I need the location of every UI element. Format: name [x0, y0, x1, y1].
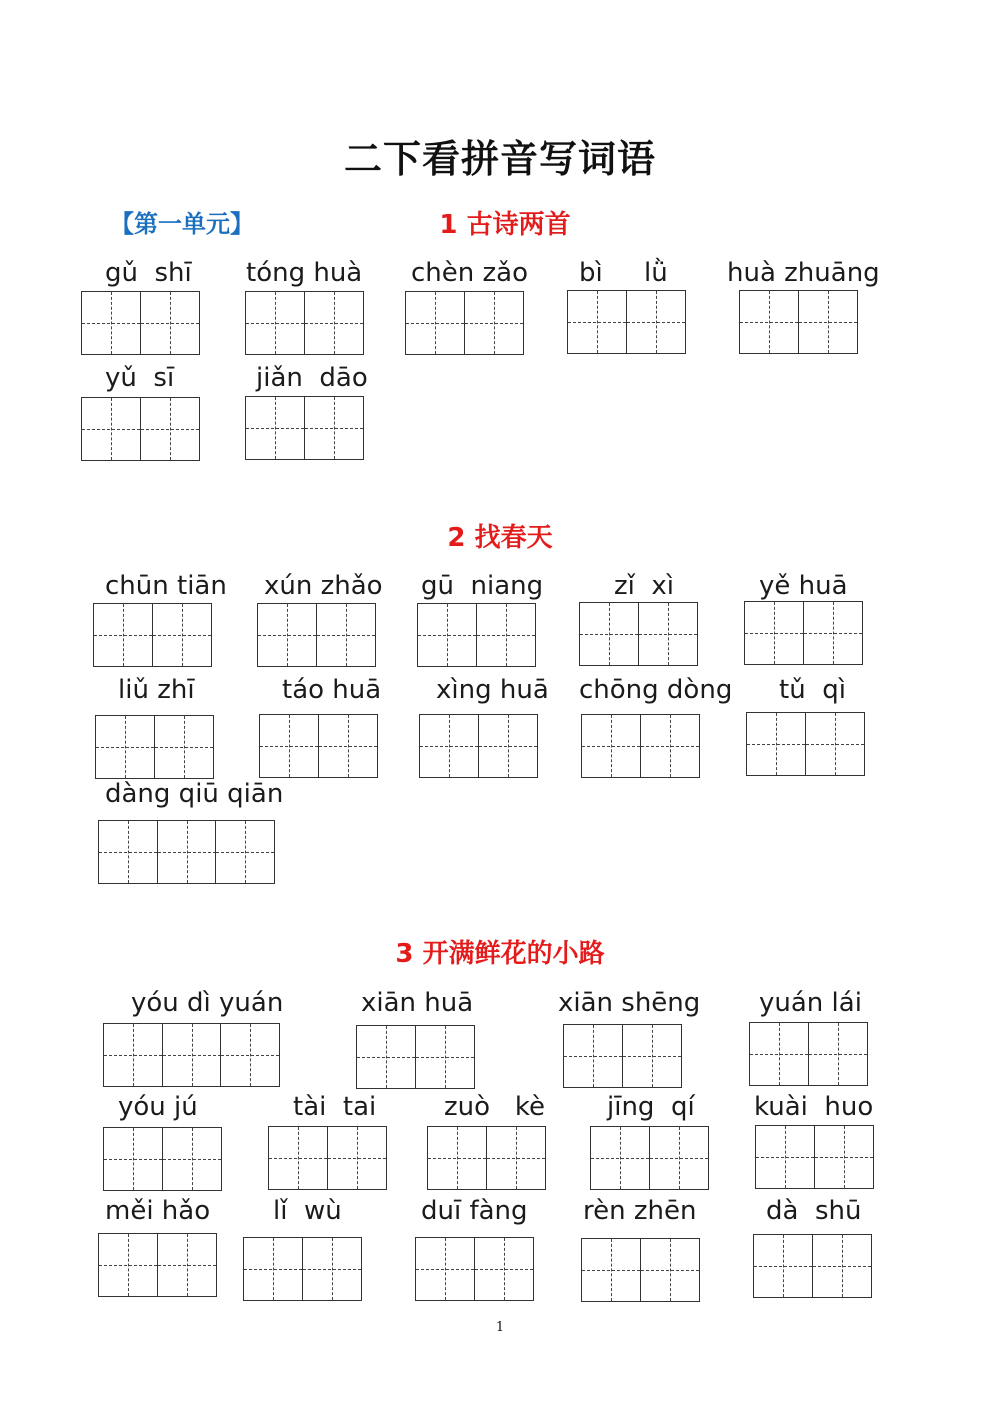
- tianzige-grid: [744, 601, 861, 665]
- writing-cell[interactable]: [626, 290, 686, 354]
- writing-cell[interactable]: [103, 1023, 163, 1087]
- tianzige-grid: [245, 396, 362, 460]
- tianzige-grid: [746, 712, 863, 776]
- tianzige-grid: [81, 397, 198, 461]
- writing-cell[interactable]: [590, 1126, 650, 1190]
- writing-cell[interactable]: [476, 603, 536, 667]
- writing-cell[interactable]: [567, 290, 627, 354]
- pinyin-label: bì lǜ: [579, 258, 668, 288]
- writing-cell[interactable]: [581, 1238, 641, 1302]
- lesson-2-heading: 2 找春天: [447, 523, 553, 553]
- writing-cell[interactable]: [812, 1234, 872, 1298]
- writing-cell[interactable]: [755, 1125, 815, 1189]
- tianzige-grid: [93, 603, 210, 667]
- writing-cell[interactable]: [739, 290, 799, 354]
- tianzige-grid: [755, 1125, 872, 1189]
- writing-cell[interactable]: [98, 1233, 158, 1297]
- tianzige-grid: [427, 1126, 544, 1190]
- pinyin-label: yǔ sī: [105, 363, 175, 393]
- pinyin-label: dàng qiū qiān: [105, 779, 284, 809]
- writing-cell[interactable]: [259, 714, 319, 778]
- tianzige-grid: [405, 291, 522, 355]
- writing-cell[interactable]: [98, 820, 158, 884]
- pinyin-label: táo huā: [282, 675, 382, 705]
- pinyin-label: zuò kè: [444, 1092, 545, 1122]
- writing-cell[interactable]: [245, 396, 305, 460]
- writing-cell[interactable]: [95, 715, 155, 779]
- writing-cell[interactable]: [327, 1126, 387, 1190]
- writing-cell[interactable]: [245, 291, 305, 355]
- tianzige-grid: [419, 714, 536, 778]
- writing-cell[interactable]: [474, 1237, 534, 1301]
- tianzige-grid: [563, 1024, 680, 1088]
- writing-cell[interactable]: [157, 820, 217, 884]
- writing-cell[interactable]: [638, 602, 698, 666]
- writing-cell[interactable]: [81, 291, 141, 355]
- writing-cell[interactable]: [486, 1126, 546, 1190]
- pinyin-label: yě huā: [759, 571, 848, 601]
- writing-cell[interactable]: [417, 603, 477, 667]
- writing-cell[interactable]: [81, 397, 141, 461]
- writing-cell[interactable]: [220, 1023, 280, 1087]
- tianzige-grid: [749, 1022, 866, 1086]
- pinyin-label: xiān huā: [361, 988, 474, 1018]
- writing-cell[interactable]: [478, 714, 538, 778]
- writing-cell[interactable]: [464, 291, 524, 355]
- writing-cell[interactable]: [243, 1237, 303, 1301]
- writing-cell[interactable]: [157, 1233, 217, 1297]
- writing-cell[interactable]: [152, 603, 212, 667]
- pinyin-label: jīng qí: [607, 1092, 695, 1122]
- tianzige-grid: [103, 1127, 220, 1191]
- writing-cell[interactable]: [318, 714, 378, 778]
- pinyin-label: kuài huo: [754, 1092, 874, 1122]
- tianzige-grid: [581, 714, 698, 778]
- writing-cell[interactable]: [744, 601, 804, 665]
- writing-cell[interactable]: [356, 1025, 416, 1089]
- writing-cell[interactable]: [304, 291, 364, 355]
- unit-label: 【第一单元】: [110, 210, 254, 238]
- tianzige-grid: [268, 1126, 385, 1190]
- writing-cell[interactable]: [304, 396, 364, 460]
- page-number: 1: [495, 1320, 505, 1335]
- writing-cell[interactable]: [803, 601, 863, 665]
- tianzige-grid: [103, 1023, 279, 1087]
- tianzige-grid: [98, 820, 274, 884]
- tianzige-grid: [259, 714, 376, 778]
- writing-cell[interactable]: [640, 714, 700, 778]
- pinyin-label: duī fàng: [421, 1196, 528, 1226]
- tianzige-grid: [243, 1237, 360, 1301]
- writing-cell[interactable]: [415, 1237, 475, 1301]
- pinyin-label: tài tai: [293, 1092, 377, 1122]
- pinyin-label: měi hǎo: [105, 1196, 211, 1226]
- writing-cell[interactable]: [805, 712, 865, 776]
- page-title: 二下看拼音写词语: [343, 137, 656, 181]
- pinyin-label: yóu jú: [118, 1092, 198, 1122]
- writing-cell[interactable]: [162, 1023, 222, 1087]
- writing-cell[interactable]: [268, 1126, 328, 1190]
- writing-cell[interactable]: [814, 1125, 874, 1189]
- pinyin-label: chūn tiān: [105, 571, 227, 601]
- writing-cell[interactable]: [808, 1022, 868, 1086]
- tianzige-grid: [417, 603, 534, 667]
- writing-cell[interactable]: [753, 1234, 813, 1298]
- pinyin-label: xìng huā: [436, 675, 549, 705]
- writing-cell[interactable]: [579, 602, 639, 666]
- writing-cell[interactable]: [622, 1024, 682, 1088]
- pinyin-label: xún zhǎo: [264, 571, 383, 601]
- pinyin-label: jiǎn dāo: [256, 363, 368, 393]
- pinyin-label: yóu dì yuán: [131, 988, 284, 1018]
- writing-cell[interactable]: [427, 1126, 487, 1190]
- pinyin-label: chèn zǎo: [411, 258, 528, 288]
- tianzige-grid: [415, 1237, 532, 1301]
- pinyin-label: rèn zhēn: [583, 1196, 697, 1226]
- pinyin-label: yuán lái: [759, 988, 862, 1018]
- writing-cell[interactable]: [649, 1126, 709, 1190]
- lesson-3-heading: 3 开满鲜花的小路: [395, 939, 605, 969]
- tianzige-grid: [81, 291, 198, 355]
- pinyin-label: zǐ xì: [614, 571, 675, 601]
- writing-cell[interactable]: [746, 712, 806, 776]
- writing-cell[interactable]: [749, 1022, 809, 1086]
- tianzige-grid: [356, 1025, 473, 1089]
- tianzige-grid: [590, 1126, 707, 1190]
- tianzige-grid: [95, 715, 212, 779]
- tianzige-grid: [257, 603, 374, 667]
- pinyin-label: dà shū: [766, 1196, 862, 1226]
- pinyin-label: lǐ wù: [273, 1196, 342, 1226]
- tianzige-grid: [739, 290, 856, 354]
- pinyin-label: gū niang: [421, 571, 544, 601]
- writing-cell[interactable]: [415, 1025, 475, 1089]
- pinyin-label: tǔ qì: [779, 675, 846, 705]
- writing-cell[interactable]: [257, 603, 317, 667]
- writing-cell[interactable]: [405, 291, 465, 355]
- writing-cell[interactable]: [140, 397, 200, 461]
- writing-cell[interactable]: [316, 603, 376, 667]
- tianzige-grid: [581, 1238, 698, 1302]
- pinyin-label: chōng dòng: [579, 675, 733, 705]
- writing-cell[interactable]: [640, 1238, 700, 1302]
- writing-cell[interactable]: [215, 820, 275, 884]
- pinyin-label: huà zhuāng: [727, 258, 880, 288]
- tianzige-grid: [245, 291, 362, 355]
- tianzige-grid: [98, 1233, 215, 1297]
- writing-cell[interactable]: [302, 1237, 362, 1301]
- writing-cell[interactable]: [162, 1127, 222, 1191]
- pinyin-label: tóng huà: [246, 258, 363, 288]
- writing-cell[interactable]: [103, 1127, 163, 1191]
- writing-cell[interactable]: [798, 290, 858, 354]
- pinyin-label: xiān shēng: [558, 988, 701, 1018]
- pinyin-label: liǔ zhī: [118, 675, 195, 705]
- lesson-1-heading: 1 古诗两首: [439, 210, 571, 240]
- writing-cell[interactable]: [419, 714, 479, 778]
- tianzige-grid: [753, 1234, 870, 1298]
- tianzige-grid: [579, 602, 696, 666]
- writing-cell[interactable]: [154, 715, 214, 779]
- pinyin-label: gǔ shī: [105, 258, 192, 288]
- writing-cell[interactable]: [563, 1024, 623, 1088]
- tianzige-grid: [567, 290, 684, 354]
- writing-cell[interactable]: [93, 603, 153, 667]
- writing-cell[interactable]: [581, 714, 641, 778]
- writing-cell[interactable]: [140, 291, 200, 355]
